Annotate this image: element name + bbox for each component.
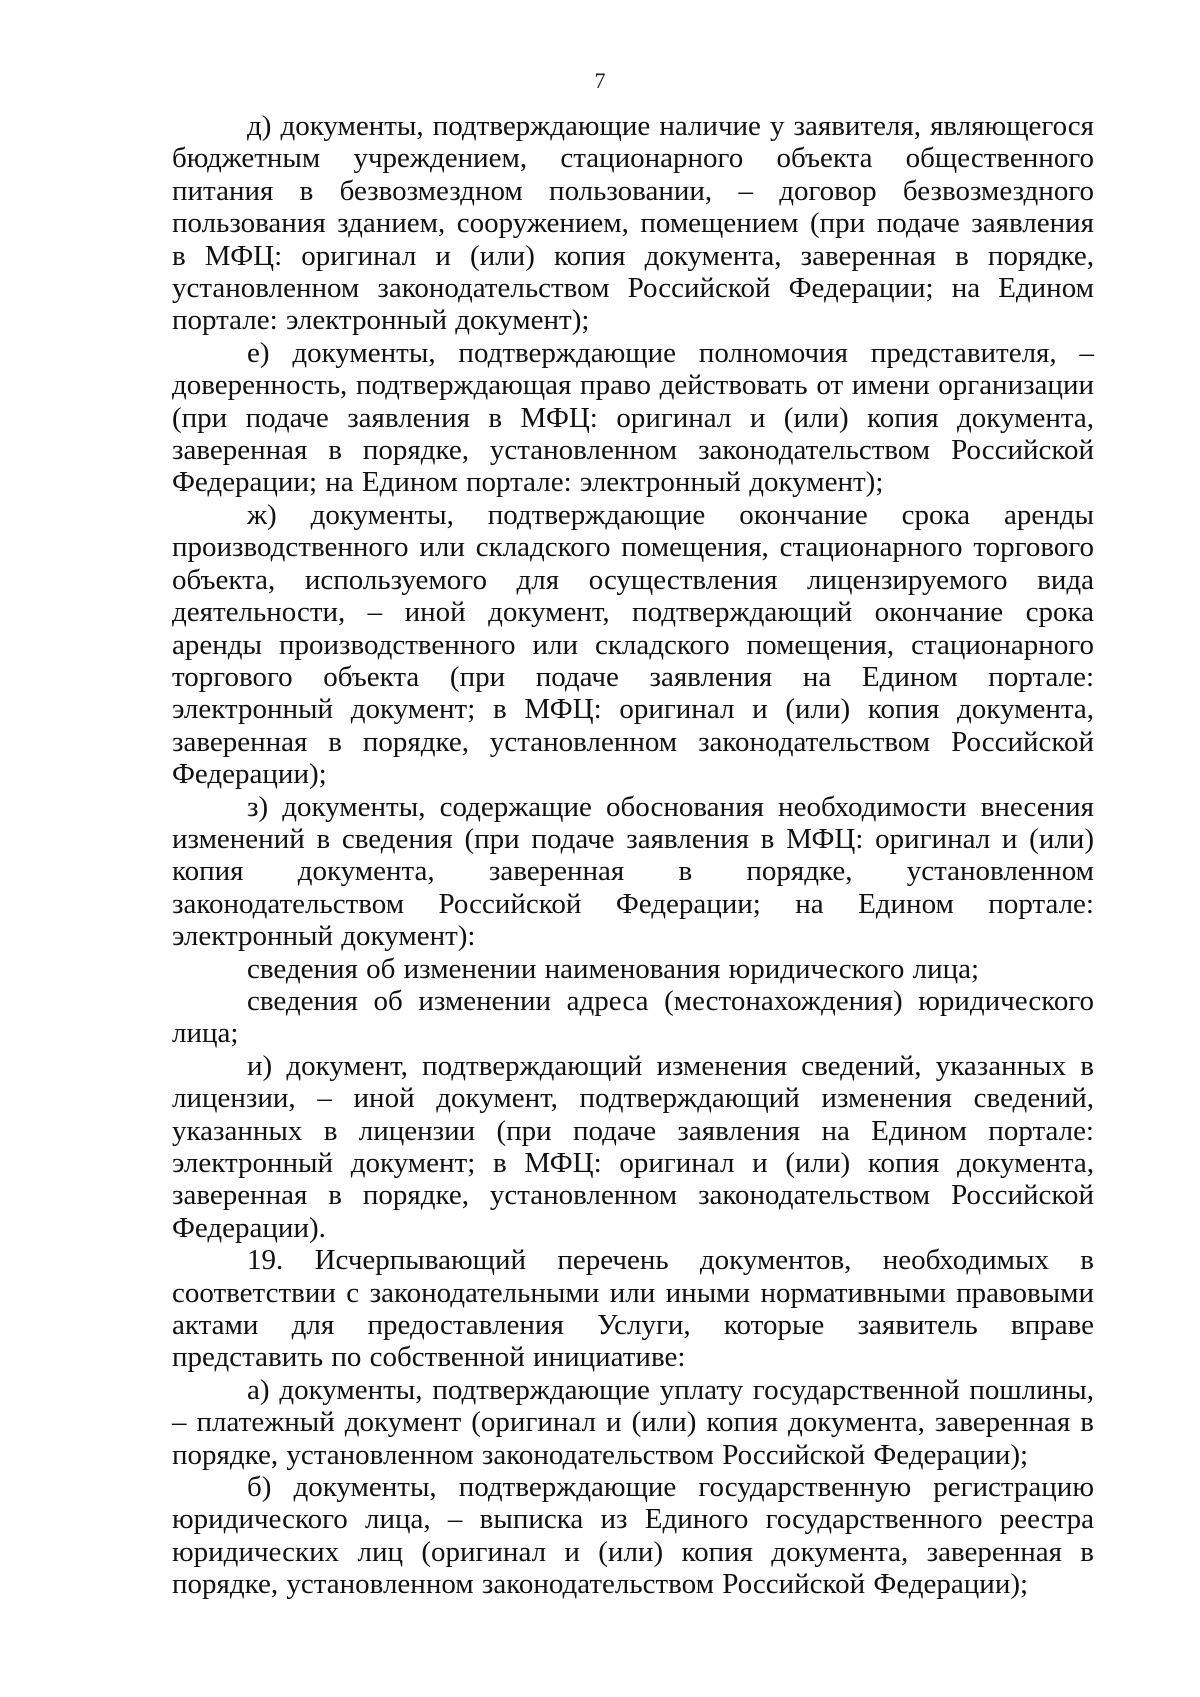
document-body [172, 110, 1094, 1601]
paragraph-z-change-justification: з) документы, содержащие обоснования необходимости внесения изменений в сведения (при подаче заявления в МФЦ: оригинал и (или) копия документа, заверенная в порядке, установленном законодательством Российской Федерации; на Едином портале: электронный документ): [172, 790, 1094, 953]
paragraph-19-optional-documents: 19. Исчерпывающий перечень документов, необходимых в соответствии с законодательными или иными нормативными правовыми актами для предоставления Услуги, которые заявитель вправе представить по собственной инициативе: [172, 1244, 1094, 1374]
paragraph-zh-lease-termination: ж) документы, подтверждающие окончание срока аренды производственного или складского помещения, стационарного торгового объекта, используемого для осуществления лицензируемого вида деятельности, – иной документ, подтверждающий окончание срока аренды производственного или складского помещения, стационарного торгового объекта (при подаче заявления на Едином портале: электронный документ; в МФЦ: оригинал и (или) копия документа, заверенная в порядке, установленном законодательством Российской Федерации); [172, 498, 1094, 791]
paragraph-d-restaurant-use-documents: д) документы, подтверждающие наличие у заявителя, являющегося бюджетным учреждением, стационарного объекта общественного питания в безвозмездном пользовании, – договор безвозмездного пользования зданием, сооружением, помещением (при подаче заявления в МФЦ: оригинал и (или) копия документа, заверенная в порядке, установленном законодательством Российской Федерации; на Едином портале: электронный документ); [172, 110, 1094, 337]
paragraph-a-state-fee-payment: а) документы, подтверждающие уплату государственной пошлины, – платежный документ (оригинал и (или) копия документа, заверенная в порядке, установленном законодательством Российской Федерации); [172, 1373, 1094, 1471]
paragraph-b-state-registration: б) документы, подтверждающие государственную регистрацию юридического лица, – выписка из Единого государственного реестра юридических лиц (оригинал и (или) копия документа, заверенная в порядке, установленном законодательством Российской Федерации); [172, 1471, 1094, 1601]
paragraph-address-change-info: сведения об изменении адреса (местонахождения) юридического лица; [172, 984, 1094, 1050]
page-number: 7 [594, 68, 606, 93]
paragraph-name-change-info: сведения об изменении наименования юридического лица; [247, 952, 980, 985]
paragraph-i-license-changes: и) документ, подтверждающий изменения сведений, указанных в лицензии, – иной документ, подтверждающий изменения сведений, указанных в лицензии (при подаче заявления на Едином портале: электронный документ; в МФЦ: оригинал и (или) копия документа, заверенная в порядке, установленном законодательством Российской Федерации). [172, 1049, 1094, 1244]
paragraph-e-representative-authority: е) документы, подтверждающие полномочия представителя, – доверенность, подтверждающая право действовать от имени организации (при подаче заявления в МФЦ: оригинал и (или) копия документа, заверенная в порядке, установленном законодательством Российской Федерации; на Едином портале: электронный документ); [172, 336, 1094, 499]
